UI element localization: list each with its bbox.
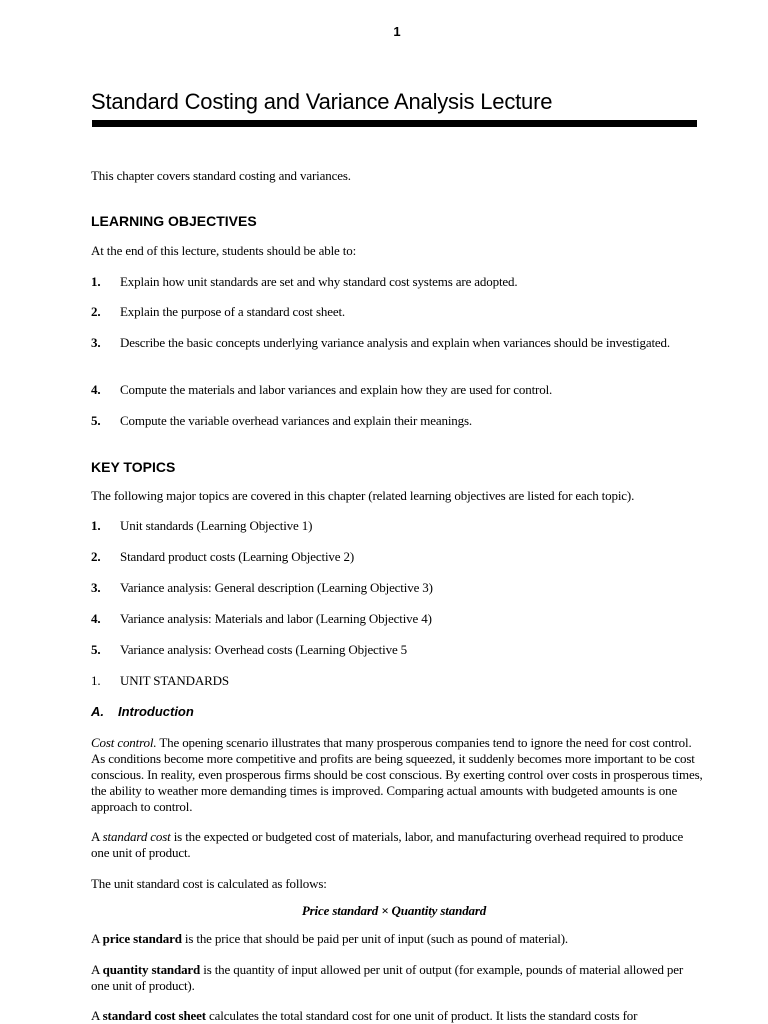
cost-sheet-paragraph xyxy=(91,1008,703,1024)
subsection-heading xyxy=(91,704,194,719)
quantity-standard-text: is the quantity of input allowed per unit of output (for example, pounds of material allowed per one unit of product). xyxy=(91,962,684,993)
quantity-standard-pre: A xyxy=(91,962,103,977)
objective-number: 3. xyxy=(91,335,101,350)
topic-number: 4. xyxy=(91,611,101,626)
formula: Price standard × Quantity standard xyxy=(301,903,487,918)
learning-objectives-lead: At the end of this lecture, students should be able to: xyxy=(91,243,357,258)
topic-text: Standard product costs (Learning Objective 2) xyxy=(120,549,355,564)
topic-number: 3. xyxy=(91,580,101,595)
price-standard-text: is the price that should be paid per unit of input (such as pound of material). xyxy=(181,931,568,946)
standard-cost-pre: A xyxy=(91,829,103,844)
standard-cost-text: is the expected or budgeted cost of materials, labor, and manufacturing overhead required to produce one unit of product. xyxy=(91,829,684,860)
page-number: 1 xyxy=(393,24,401,39)
price-standard-paragraph xyxy=(91,931,703,947)
cost-control-term: Cost control. xyxy=(91,735,157,750)
key-topics-lead: The following major topics are covered in this chapter (related learning objectives are listed for each topic). xyxy=(91,488,635,503)
objective-item xyxy=(91,274,703,290)
topic-number: 2. xyxy=(91,549,101,564)
topic-text: Variance analysis: Materials and labor (Learning Objective 4) xyxy=(120,611,432,626)
objective-item xyxy=(91,413,703,429)
subsection-label: A. xyxy=(91,704,104,719)
section-number: 1. xyxy=(91,673,101,688)
topic-text: Variance analysis: Overhead costs (Learning Objective 5 xyxy=(120,642,408,657)
intro-paragraph: This chapter covers standard costing and variances. xyxy=(91,168,351,183)
topic-number: 1. xyxy=(91,518,101,533)
objective-number: 4. xyxy=(91,382,101,397)
objective-item xyxy=(91,304,703,320)
objective-text: Describe the basic concepts underlying variance analysis and explain when variances should be investigated. xyxy=(120,335,670,350)
topic-item xyxy=(91,611,703,627)
objective-text: Explain how unit standards are set and why standard cost systems are adopted. xyxy=(120,274,518,289)
objective-number: 5. xyxy=(91,413,101,428)
price-standard-pre: A xyxy=(91,931,103,946)
section-title: UNIT STANDARDS xyxy=(120,673,229,688)
title-rule xyxy=(92,120,697,127)
topic-number: 5. xyxy=(91,642,101,657)
unit-standard-lead: The unit standard cost is calculated as follows: xyxy=(91,876,327,891)
cost-control-paragraph xyxy=(91,735,703,815)
objective-text: Compute the variable overhead variances and explain their meanings. xyxy=(120,413,473,428)
topic-item xyxy=(91,580,703,596)
quantity-standard-term: quantity standard xyxy=(102,962,201,977)
key-topics-heading: KEY TOPICS xyxy=(91,459,176,475)
standard-cost-paragraph xyxy=(91,829,703,861)
standard-cost-term: standard cost xyxy=(102,829,171,844)
price-standard-term: price standard xyxy=(102,931,182,946)
objective-text: Explain the purpose of a standard cost sheet. xyxy=(120,304,346,319)
subsection-title: Introduction xyxy=(118,704,194,719)
topic-item xyxy=(91,642,703,658)
topic-item xyxy=(91,518,703,534)
objective-item xyxy=(91,382,703,398)
cost-sheet-pre: A xyxy=(91,1008,103,1023)
quantity-standard-paragraph xyxy=(91,962,703,994)
learning-objectives-heading: LEARNING OBJECTIVES xyxy=(91,213,257,229)
objective-item xyxy=(91,335,703,351)
topic-text: Unit standards (Learning Objective 1) xyxy=(120,518,313,533)
page-title: Standard Costing and Variance Analysis Lecture xyxy=(91,89,553,114)
objective-number: 1. xyxy=(91,274,101,289)
cost-control-text: The opening scenario illustrates that many prosperous companies tend to ignore the need for cost control. As conditions become more competitive and profits are being squeezed, it suddenly becomes more important to be cost conscious. In reality, even prosperous firms should be cost conscious. By exerting control over costs in prosperous times, the ability to weather more demanding times is improved. Comparing actual amounts with budgeted amounts is one approach to control. xyxy=(91,735,703,814)
objective-text: Compute the materials and labor variances and explain how they are used for control. xyxy=(120,382,553,397)
objective-number: 2. xyxy=(91,304,101,319)
cost-sheet-term: standard cost sheet xyxy=(102,1008,206,1023)
topic-item xyxy=(91,549,703,565)
topic-text: Variance analysis: General description (Learning Objective 3) xyxy=(120,580,433,595)
cost-sheet-text: calculates the total standard cost for one unit of product. It lists the standard costs for xyxy=(205,1008,638,1023)
section-heading xyxy=(91,673,703,689)
